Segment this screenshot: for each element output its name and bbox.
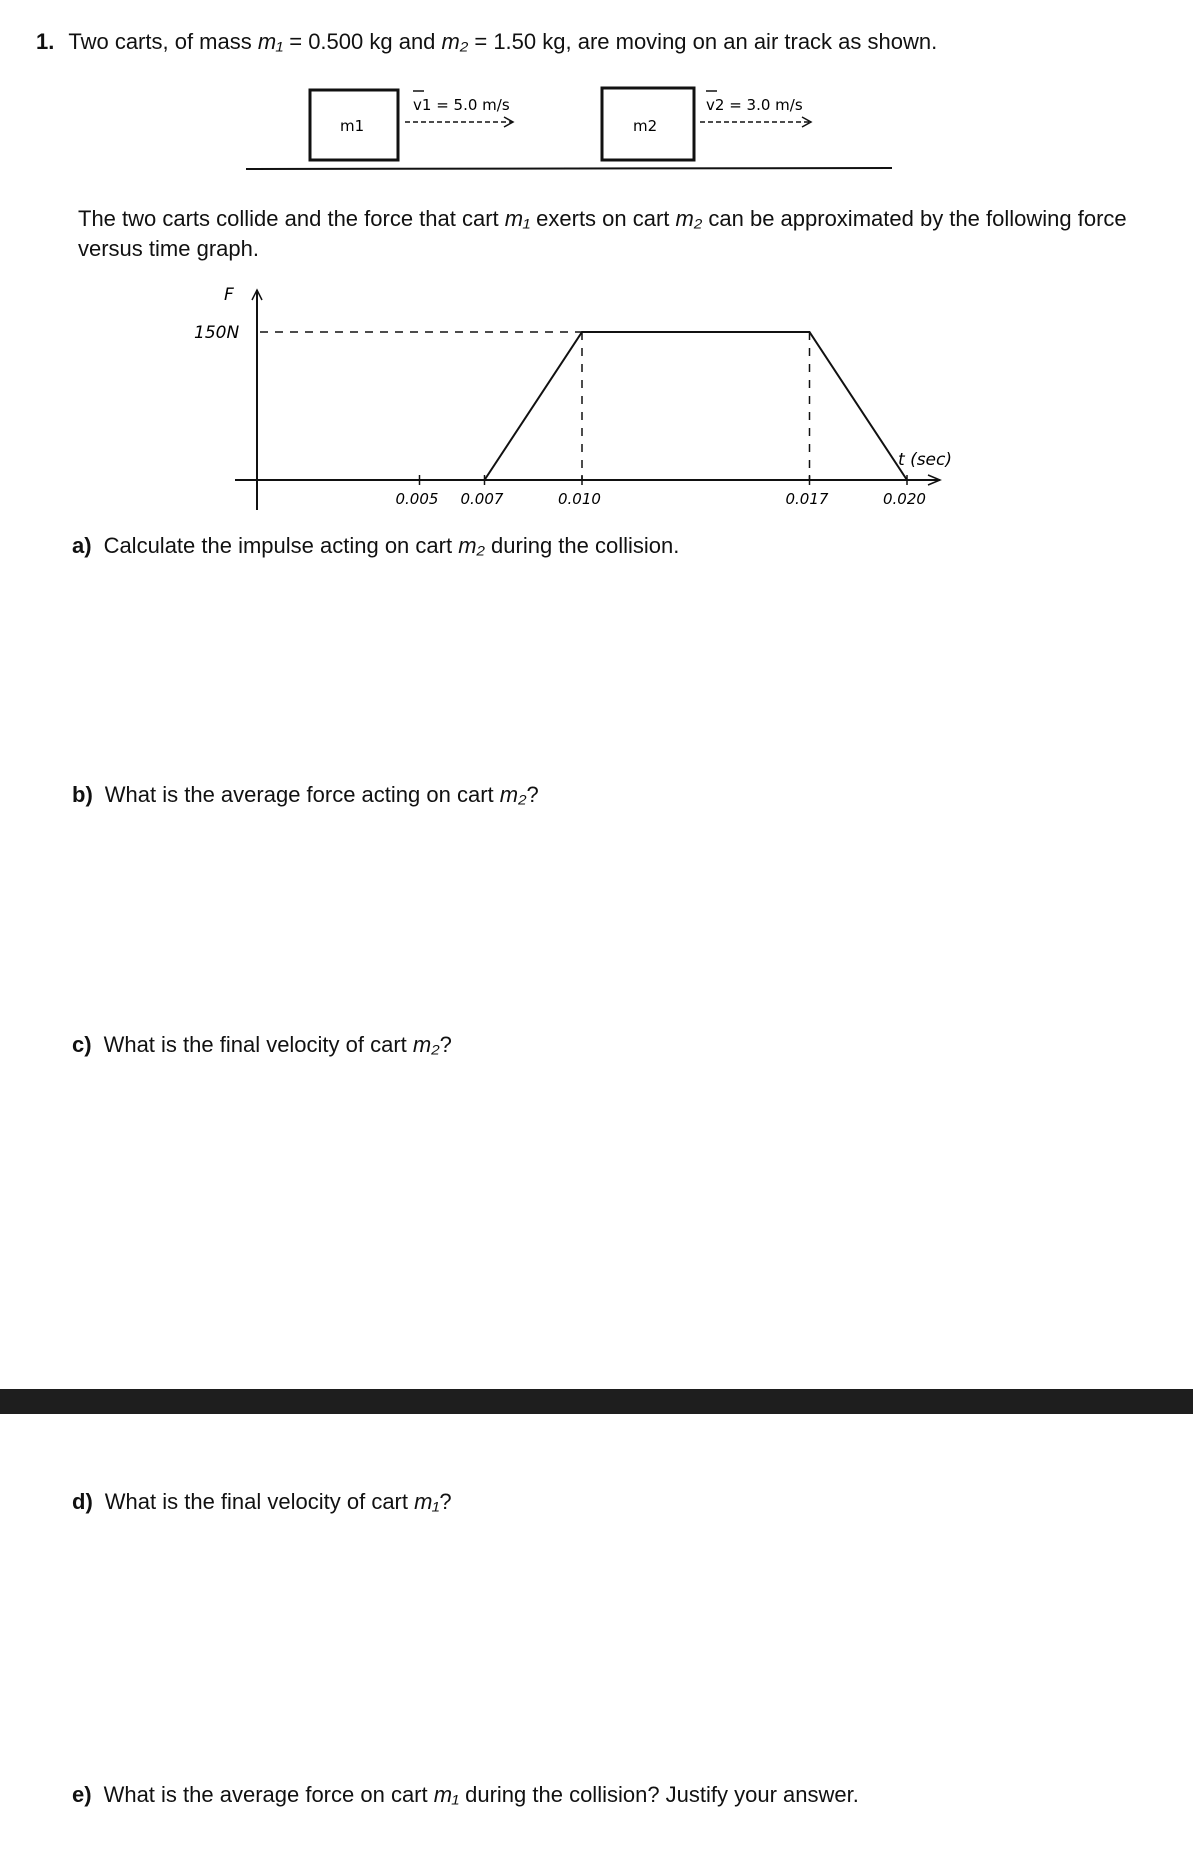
carts-figure [0,70,1193,180]
mass-m2-symbol: m₂ [441,29,469,54]
mass-m2-value: = 1.50 kg, are moving on an air track as shown. [468,29,938,54]
mass-m1-value: = 0.500 kg and [283,29,442,54]
question-d: d) What is the final velocity of cart m₁? [72,1489,452,1514]
question-c: c) What is the final velocity of cart m₂? [72,1032,452,1057]
section-divider [0,1389,1193,1414]
question-a: a) Calculate the impulse acting on cart m₂ during the collision. [72,533,680,558]
problem-number: 1. [36,29,55,54]
cart-1-label: m1 [340,117,365,135]
cart-2-velocity-label: v2 = 3.0 m/s [706,96,803,114]
x-tick-label: 0.010 [558,490,601,508]
cart-1-velocity-label: v1 = 5.0 m/s [413,96,510,114]
statement-text: Two carts, of mass [68,29,258,54]
x-tick-label: 0.020 [883,490,926,508]
y-tick-label: 150N [194,323,240,343]
question-e: e) What is the average force on cart m₁ during the collision? Justify your answer. [72,1782,859,1807]
force-time-graph [180,280,1000,520]
collision-description: The two carts collide and the force that cart m₁ exerts on cart m₂ can be approximated by the following force versus time graph. [78,206,1127,261]
x-tick-label: 0.005 [395,490,439,508]
x-axis-label: t (sec) [898,450,952,470]
x-tick-label: 0.007 [460,490,504,508]
mass-m1-symbol: m₁ [257,29,284,54]
cart-2-label: m2 [633,117,658,135]
x-tick-label: 0.017 [785,490,829,508]
question-b: b) What is the average force acting on cart m₂? [72,782,539,807]
force-curve [485,332,908,480]
problem-statement [36,27,937,57]
air-track [246,168,892,169]
y-axis-label: F [224,285,234,305]
